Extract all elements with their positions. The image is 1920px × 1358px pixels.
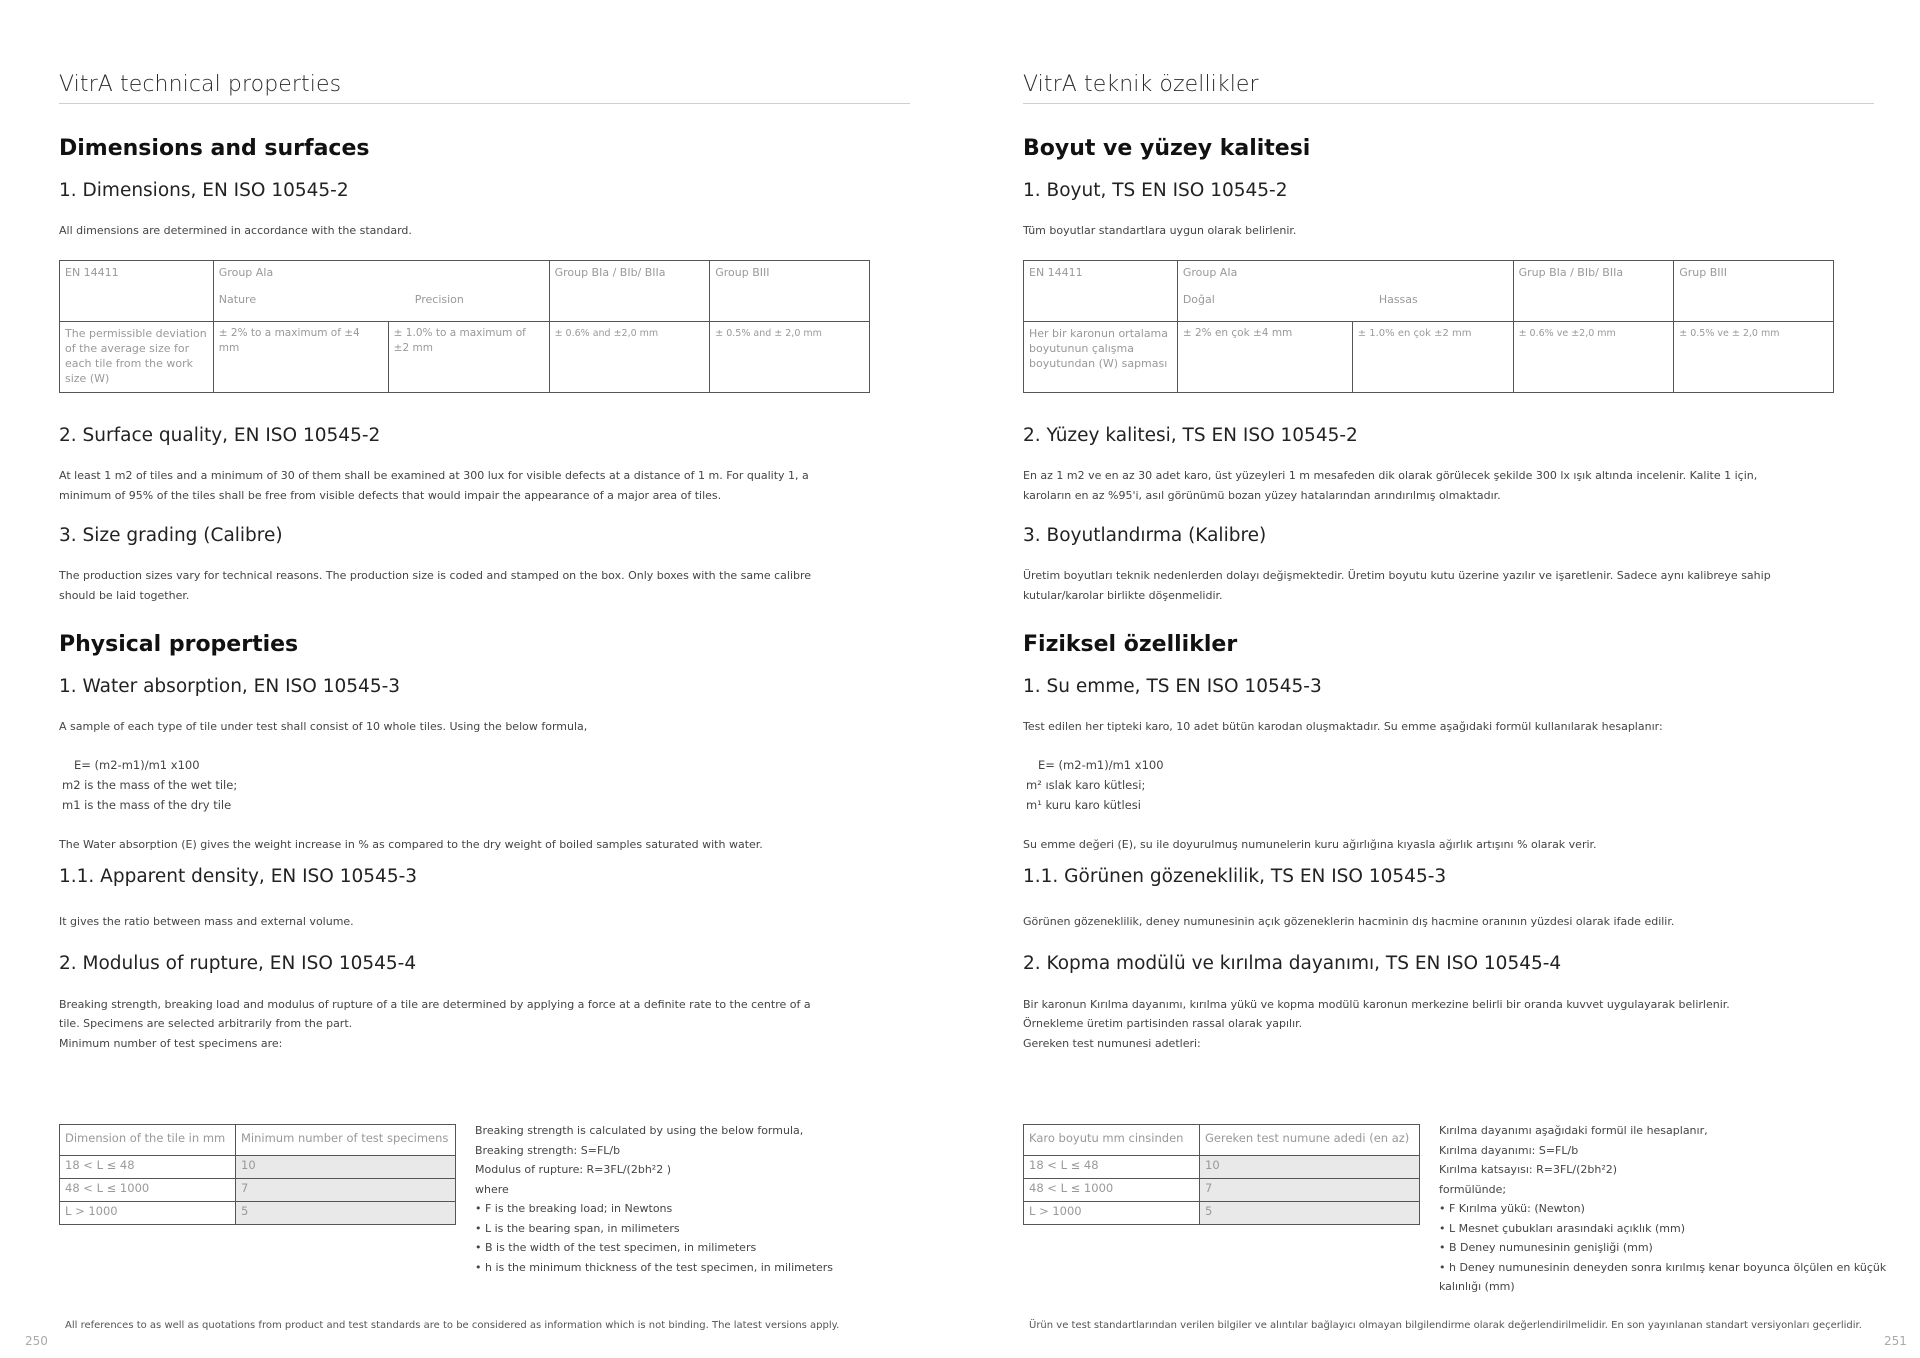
subheading-water-absorption: 1. Su emme, TS EN ISO 10545-3: [1023, 676, 1322, 697]
surface-quality-text: karoların en az %95'i, asıl görünümü bozan yüzey hatalarından arındırılmış olmaktadır.: [1023, 489, 1501, 502]
side-line: • B is the width of the test specimen, in milimeters: [475, 1241, 757, 1254]
surface-quality-text: minimum of 95% of the tiles shall be free from visible defects that would impair the appearance of a major area of tiles.: [59, 489, 722, 502]
table-subheader-text: Nature: [218, 293, 257, 306]
side-line: • h Deney numunesinin deneyden sonra kırılmış kenar boyunca ölçülen en küçük: [1439, 1260, 1887, 1274]
formula-line: E= (m2-m1)/m1 x100: [74, 758, 200, 772]
table-cell: ± 0.5% and ± 2,0 mm: [710, 322, 870, 393]
table-header-cell: Minimum number of test specimens: [236, 1125, 456, 1156]
size-grading-text: should be laid together.: [59, 589, 190, 602]
table-cell: ± 1.0% to a maximum of ±2 mm: [388, 322, 549, 393]
table-cell: 5: [1200, 1202, 1420, 1225]
subheading-water-absorption: 1. Water absorption, EN ISO 10545-3: [59, 676, 401, 697]
table-cell: ± 0.6% and ±2,0 mm: [549, 322, 710, 393]
formula-line: m1 is the mass of the dry tile: [62, 798, 232, 812]
modulus-text: Örnekleme üretim partisinden rassal olarak yapılır.: [1023, 1017, 1303, 1030]
table-header-cell: Grup BIII: [1674, 261, 1834, 322]
page-header: VitrA technical properties: [59, 72, 342, 97]
table-header-text: Group AIa: [218, 266, 274, 279]
table-cell: 18 < L ≤ 48: [1024, 1156, 1200, 1179]
side-line: formülünde;: [1439, 1182, 1507, 1196]
apparent-porosity-text: Görünen gözeneklilik, deney numunesinin açık gözeneklerin hacminin dış hacmine oranının yüzdesi olarak ifade edilir.: [1023, 915, 1675, 928]
table-cell: 48 < L ≤ 1000: [1024, 1179, 1200, 1202]
table-header-text: Group AIa: [1182, 266, 1238, 279]
table-cell: L > 1000: [60, 1202, 236, 1225]
subheading-dimensions: 1. Boyut, TS EN ISO 10545-2: [1023, 180, 1288, 201]
subheading-apparent-density: 1.1. Apparent density, EN ISO 10545-3: [59, 866, 418, 887]
formula-line: E= (m2-m1)/m1 x100: [1038, 758, 1164, 772]
formula-line: m¹ kuru karo kütlesi: [1026, 798, 1141, 812]
formula-line: m2 is the mass of the wet tile;: [62, 778, 238, 792]
modulus-text: Bir karonun Kırılma dayanımı, kırılma yükü ve kopma modülü karonun merkezine belirli bir oranda kuvvet uygulayarak belirlenir.: [1023, 998, 1730, 1011]
header-rule: [1023, 103, 1874, 104]
size-grading-text: kutular/karolar birlikte döşenmelidir.: [1023, 589, 1223, 602]
size-grading-text: Üretim boyutları teknik nedenlerden dolayı değişmektedir. Üretim boyutu kutu üzerine yazılır ve işaretlenir. Sadece aynı kalibreye sahip: [1023, 569, 1771, 582]
side-line: Kırılma katsayısı: R=3FL/(2bh²2): [1439, 1163, 1618, 1176]
formula-line: m² ıslak karo kütlesi;: [1026, 778, 1146, 792]
size-grading-text: The production sizes vary for technical reasons. The production size is coded and stamped on the box. Only boxes with the same calibre: [59, 569, 812, 582]
side-line: • h is the minimum thickness of the test specimen, in milimeters: [475, 1260, 833, 1274]
table-subheader-text: Doğal: [1182, 293, 1215, 306]
dimensions-text: All dimensions are determined in accordance with the standard.: [59, 224, 412, 237]
table-subheader: [214, 292, 549, 307]
table-header-cell: Group BIa / BIb/ BIIa: [549, 261, 710, 322]
table-cell: L > 1000: [1024, 1202, 1200, 1225]
subheading-size-grading: 3. Size grading (Calibre): [59, 525, 283, 546]
apparent-density-text: It gives the ratio between mass and external volume.: [59, 915, 354, 928]
table-cell: ± 2% en çok ±4 mm: [1177, 322, 1352, 393]
side-line: Kırılma dayanımı aşağıdaki formül ile hesaplanır,: [1439, 1124, 1708, 1137]
subheading-surface-quality: 2. Yüzey kalitesi, TS EN ISO 10545-2: [1023, 425, 1358, 446]
table-header-cell: Gereken test numune adedi (en az): [1200, 1125, 1420, 1156]
subheading-surface-quality: 2. Surface quality, EN ISO 10545-2: [59, 425, 381, 446]
table-cell: 7: [236, 1179, 456, 1202]
side-line: • L is the bearing span, in milimeters: [475, 1221, 680, 1235]
water-absorption-text: Su emme değeri (E), su ile doyurulmuş numunelerin kuru ağırlığına kıyasla ağırlık artışını % olarak verir.: [1023, 838, 1597, 851]
subheading-modulus-of-rupture: 2. Modulus of rupture, EN ISO 10545-4: [59, 953, 417, 974]
table-cell: 7: [1200, 1179, 1420, 1202]
specimens-table: [59, 1124, 456, 1225]
right-page: [960, 0, 1920, 1358]
table-cell: The permissible deviation of the average size for each tile from the work size (W): [60, 322, 214, 393]
modulus-text: tile. Specimens are selected arbitrarily from the part.: [59, 1017, 353, 1030]
table-subheader: [1178, 292, 1513, 307]
specimens-table: [1023, 1124, 1420, 1225]
section-heading-physical: Fiziksel özellikler: [1023, 632, 1238, 657]
side-line: Modulus of rupture: R=3FL/(2bh²2 ): [475, 1163, 672, 1176]
table-cell: Her bir karonun ortalama boyutunun çalışma boyutundan (W) sapması: [1024, 322, 1178, 393]
water-absorption-text: The Water absorption (E) gives the weight increase in % as compared to the dry weight of boiled samples saturated with water.: [59, 838, 763, 851]
table-cell: 10: [1200, 1156, 1420, 1179]
table-header-cell: [213, 261, 549, 322]
table-cell: ± 0.5% ve ± 2,0 mm: [1674, 322, 1834, 393]
table-cell: ± 2% to a maximum of ±4 mm: [213, 322, 388, 393]
side-line: • F Kırılma yükü: (Newton): [1439, 1202, 1585, 1215]
table-header-cell: Karo boyutu mm cinsinden: [1024, 1125, 1200, 1156]
table-cell: 48 < L ≤ 1000: [60, 1179, 236, 1202]
table-header-cell: Group BIII: [710, 261, 870, 322]
table-cell: 5: [236, 1202, 456, 1225]
water-absorption-text: A sample of each type of tile under test shall consist of 10 whole tiles. Using the below formula,: [59, 720, 588, 733]
subheading-apparent-porosity: 1.1. Görünen gözeneklilik, TS EN ISO 10545-3: [1023, 866, 1447, 887]
table-header-cell: EN 14411: [60, 261, 214, 322]
table-header-cell: Grup BIa / BIb/ BIIa: [1513, 261, 1674, 322]
surface-quality-text: At least 1 m2 of tiles and a minimum of 30 of them shall be examined at 300 lux for visible defects at a distance of 1 m. For quality 1, a: [59, 469, 809, 482]
page-header: VitrA teknik özellikler: [1023, 72, 1259, 97]
side-line: • L Mesnet çubukları arasındaki açıklık (mm): [1439, 1221, 1685, 1235]
side-line: kalınlığı (mm): [1439, 1280, 1515, 1293]
table-header-cell: [1177, 261, 1513, 322]
table-subheader-text: Hassas: [1378, 293, 1418, 306]
section-heading-dimensions: Dimensions and surfaces: [59, 136, 370, 161]
table-cell: ± 0.6% ve ±2,0 mm: [1513, 322, 1674, 393]
section-heading-physical: Physical properties: [59, 632, 299, 657]
table-cell: 18 < L ≤ 48: [60, 1156, 236, 1179]
page-number: 251: [1884, 1334, 1907, 1348]
footer-disclaimer: Ürün ve test standartlarından verilen bilgiler ve alıntılar bağlayıcı olmayan bilgilendirme olarak değerlendirilmelidir. En son yayınlanan standart versiyonları geçerlidir.: [1029, 1320, 1862, 1331]
side-line: where: [475, 1182, 509, 1196]
header-rule: [59, 103, 910, 104]
dimensions-table: [59, 260, 870, 393]
table-cell: 10: [236, 1156, 456, 1179]
side-line: • B Deney numunesinin genişliği (mm): [1439, 1241, 1653, 1254]
table-cell: ± 1.0% en çok ±2 mm: [1352, 322, 1513, 393]
footer-disclaimer: All references to as well as quotations from product and test standards are to be considered as information which is not binding. The latest versions apply.: [65, 1320, 840, 1331]
side-line: Kırılma dayanımı: S=FL/b: [1439, 1143, 1579, 1157]
side-line: Breaking strength is calculated by using the below formula,: [475, 1124, 804, 1137]
table-header-cell: EN 14411: [1024, 261, 1178, 322]
modulus-text: Minimum number of test specimens are:: [59, 1037, 283, 1050]
section-heading-dimensions: Boyut ve yüzey kalitesi: [1023, 136, 1311, 161]
surface-quality-text: En az 1 m2 ve en az 30 adet karo, üst yüzeyleri 1 m mesafeden dik olarak görülecek şekilde 300 lx ışık altında incelenir. Kalite 1 için,: [1023, 469, 1758, 482]
subheading-dimensions: 1. Dimensions, EN ISO 10545-2: [59, 180, 349, 201]
dimensions-text: Tüm boyutlar standartlara uygun olarak belirlenir.: [1023, 224, 1297, 237]
subheading-size-grading: 3. Boyutlandırma (Kalibre): [1023, 525, 1267, 546]
water-absorption-text: Test edilen her tipteki karo, 10 adet bütün karodan oluşmaktadır. Su emme aşağıdaki formül kullanılarak hesaplanır:: [1023, 720, 1663, 733]
dimensions-table: [1023, 260, 1834, 393]
modulus-text: Breaking strength, breaking load and modulus of rupture of a tile are determined by applying a force at a definite rate to the centre of a: [59, 998, 811, 1011]
page-number: 250: [25, 1334, 48, 1348]
side-formula-list: [475, 1121, 833, 1277]
side-line: • F is the breaking load; in Newtons: [475, 1202, 673, 1215]
side-formula-list: [1439, 1121, 1886, 1297]
table-subheader-text: Precision: [414, 293, 464, 306]
table-header-cell: Dimension of the tile in mm: [60, 1125, 236, 1156]
side-line: Breaking strength: S=FL/b: [475, 1143, 621, 1157]
subheading-modulus-of-rupture: 2. Kopma modülü ve kırılma dayanımı, TS EN ISO 10545-4: [1023, 953, 1562, 974]
modulus-text: Gereken test numunesi adetleri:: [1023, 1037, 1201, 1050]
